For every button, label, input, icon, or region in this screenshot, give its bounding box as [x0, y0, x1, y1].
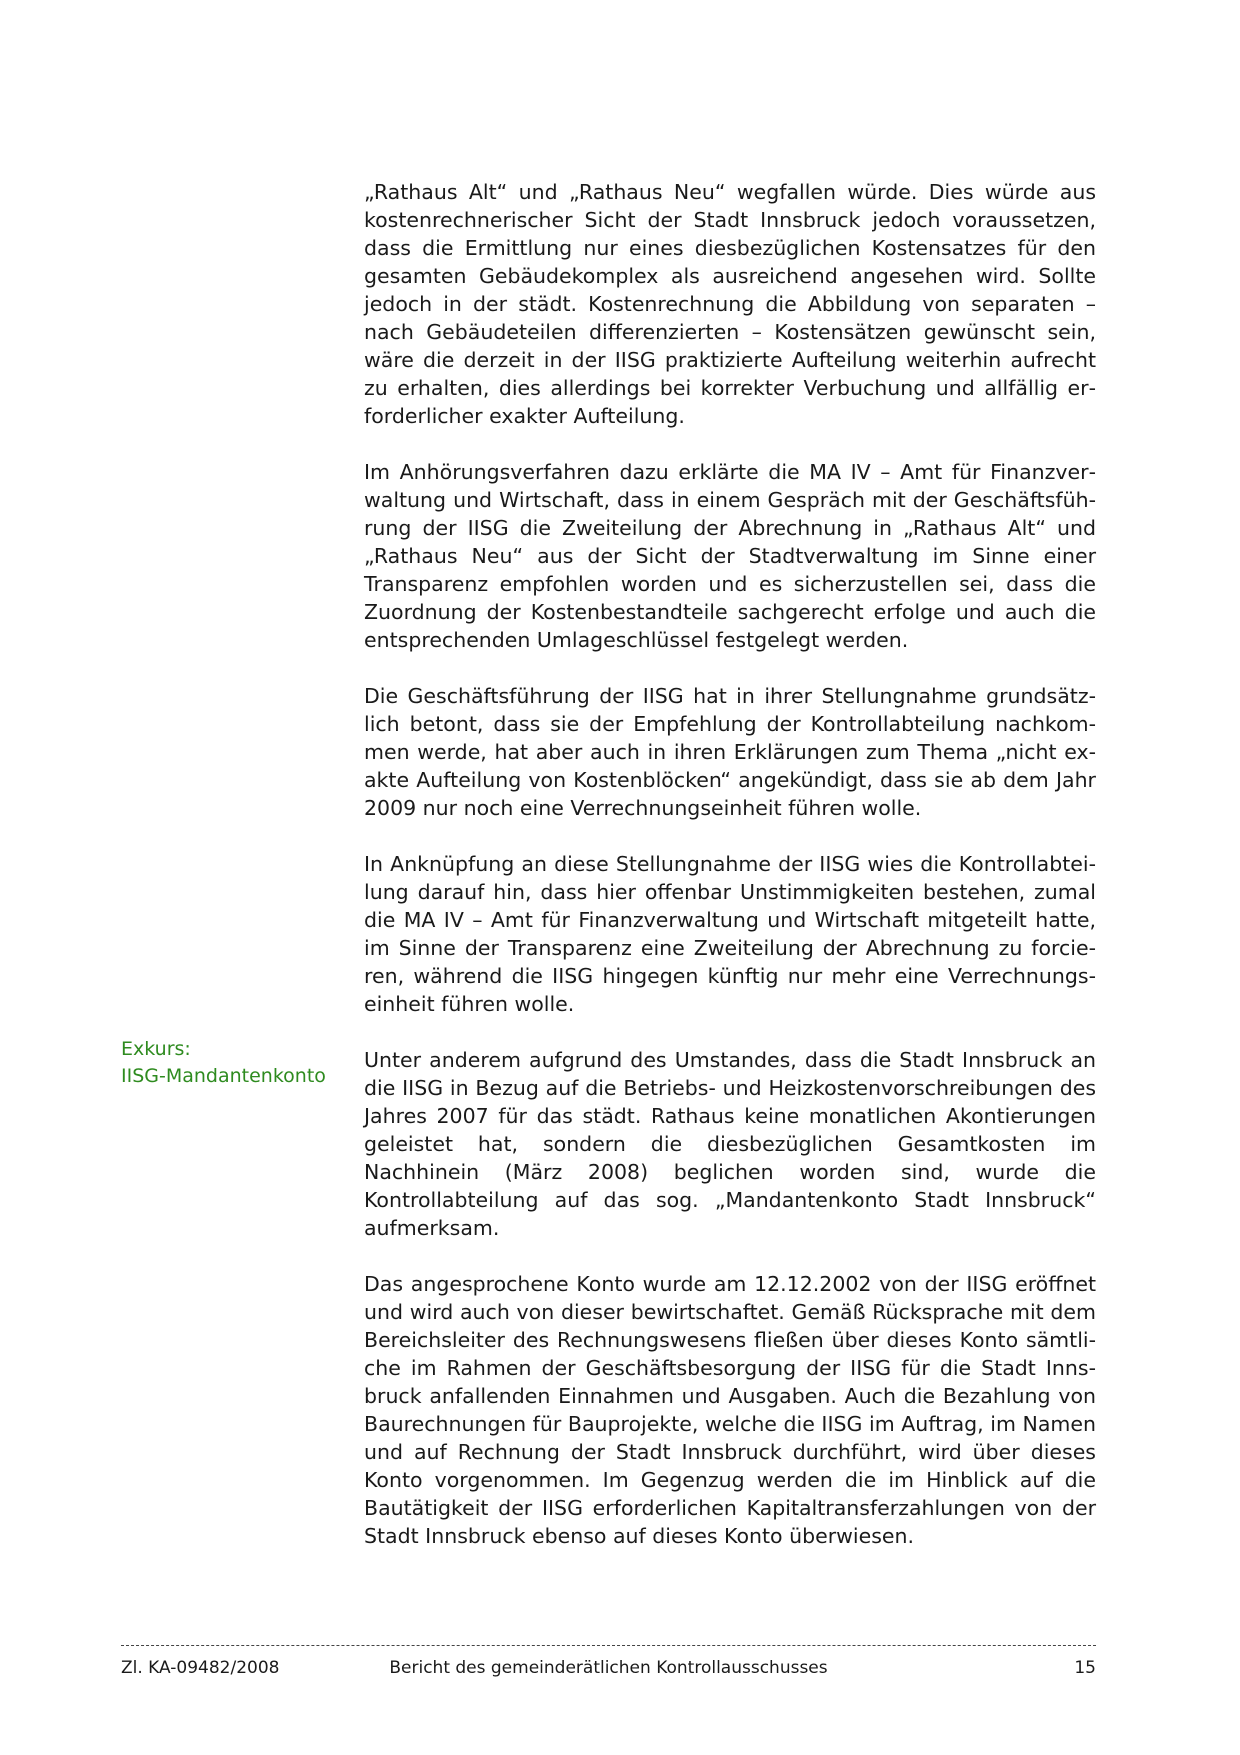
page-number: 15: [1074, 1658, 1096, 1678]
paragraph-1: „Rathaus Alt“ und „Rathaus Neu“ wegfallen würde. Dies würde aus kostenrechnerischer Sicht der Stadt Innsbruck jedoch voraussetzen, dass die Ermittlung nur eines diesbezüglichen Kostensatzes für den gesamten Gebäudekomplex als ausreichend angesehen wird. Sollte jedoch in der städt. Kostenrechnung die Abbildung von separaten – nach Gebäudeteilen differenzierten – Kostensätzen gewünscht sein, wäre die derzeit in der IISG praktizierte Aufteilung weiterhin aufrecht zu erhalten, dies allerdings bei korrekter Verbuchung und allfällig erforderlicher exakter Aufteilung.: [364, 180, 1096, 428]
margin-note: [121, 1036, 351, 1090]
footer-divider: [121, 1645, 1096, 1646]
paragraph-6: Das angesprochene Konto wurde am 12.12.2002 von der IISG eröffnet und wird auch von dieser bewirtschaftet. Gemäß Rücksprache mit dem Bereichsleiter des Rechnungswesens fließen über dieses Konto sämtliche im Rahmen der Geschäftsbesorgung der IISG für die Stadt Innsbruck anfallenden Einnahmen und Ausgaben. Auch die Bezahlung von Baurechnungen für Bauprojekte, welche die IISG im Auftrag, im Namen und auf Rechnung der Stadt Innsbruck durchführt, wird über dieses Konto vorgenommen. Im Gegenzug werden die im Hinblick auf die Bautätigkeit der IISG erforderlichen Kapitaltransferzahlungen von der Stadt Innsbruck ebenso auf dieses Konto überwiesen.: [364, 1272, 1096, 1548]
margin-note-label: Exkurs:: [121, 1038, 191, 1060]
margin-note-title: IISG-Mandantenkonto: [121, 1065, 326, 1087]
paragraph-2: Im Anhörungsverfahren dazu erklärte die MA IV – Amt für Finanzverwaltung und Wirtschaft, dass in einem Gespräch mit der Geschäftsführung der IISG die Zweiteilung der Abrechnung in „Rathaus Alt“ und „Rathaus Neu“ aus der Sicht der Stadtverwaltung im Sinne einer Transparenz empfohlen worden und es sicherzustellen sei, dass die Zuordnung der Kostenbestandteile sachgerecht erfolge und auch die entsprechenden Umlageschlüssel festgelegt werden.: [364, 460, 1096, 652]
paragraph-5: Unter anderem aufgrund des Umstandes, dass die Stadt Innsbruck an die IISG in Bezug auf die Betriebs- und Heizkostenvorschreibungen des Jahres 2007 für das städt. Rathaus keine monatlichen Akontierungen geleistet hat, sondern die diesbezüglichen Gesamtkosten im Nachhinein (März 2008) beglichen worden sind, wurde die Kontrollabteilung auf das sog. „Mandantenkonto Stadt Innsbruck“ aufmerksam.: [364, 1048, 1096, 1240]
page-footer: [121, 1656, 1096, 1684]
footer-reference: Zl. KA-09482/2008: [121, 1658, 280, 1678]
footer-title: Bericht des gemeinderätlichen Kontrollausschusses: [389, 1658, 828, 1678]
paragraph-4: In Anknüpfung an diese Stellungnahme der IISG wies die Kontrollabteilung darauf hin, dass hier offenbar Unstimmigkeiten bestehen, zumal die MA IV – Amt für Finanzverwaltung und Wirtschaft mitgeteilt hatte, im Sinne der Transparenz eine Zweiteilung der Abrechnung zu forcieren, während die IISG hingegen künftig nur mehr eine Verrechnungseinheit führen wolle.: [364, 852, 1096, 1016]
body-text: [364, 178, 1096, 1578]
paragraph-3: Die Geschäftsführung der IISG hat in ihrer Stellungnahme grundsätzlich betont, dass sie der Empfehlung der Kontrollabteilung nachkommen werde, hat aber auch in ihren Erklärungen zum Thema „nicht exakte Aufteilung von Kostenblöcken“ angekündigt, dass sie ab dem Jahr 2009 nur noch eine Verrechnungseinheit führen wolle.: [364, 684, 1096, 820]
